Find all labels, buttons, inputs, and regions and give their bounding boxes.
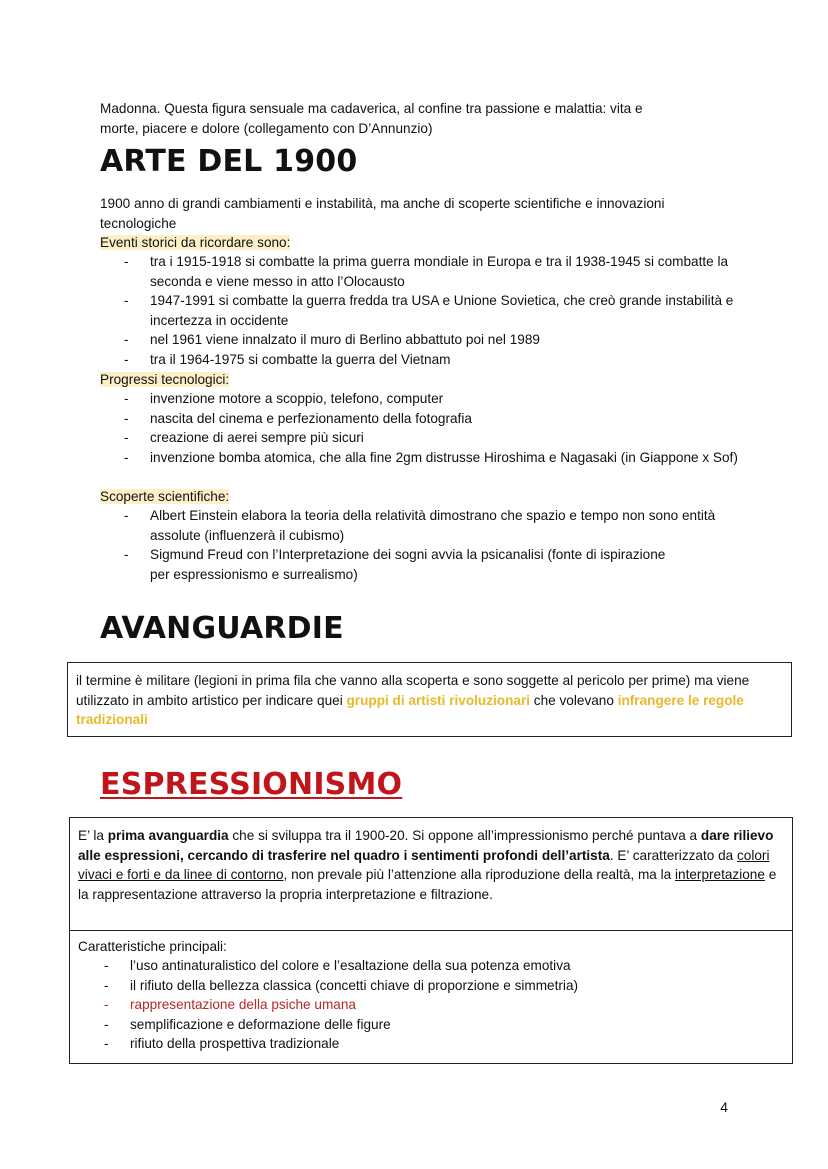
- progressi-list: [100, 389, 740, 467]
- list-item: - 1947-1991 si combatte la guerra fredda tra USA e Unione Sovietica, che creò grande instabilità e incertezza in occidente: [100, 291, 740, 330]
- heading-avanguardie: AVANGUARDIE: [100, 611, 344, 646]
- intro-line-1: Madonna. Questa figura sensuale ma cadaverica, al confine tra passione e malattia: vita e: [100, 101, 643, 116]
- underline-interpretazione: interpretazione: [675, 867, 765, 882]
- scoperte-list: [100, 506, 740, 584]
- list-item: - Albert Einstein elabora la teoria della relatività dimostrano che spazio e tempo non sono entità assolute (influenzerà il cubismo): [100, 506, 740, 545]
- definition-text-part: che volevano: [530, 692, 618, 708]
- list-item: - il rifiuto della bellezza classica (concetti chiave di proporzione e simmetria): [78, 976, 778, 996]
- definition-text-part: E’ la: [78, 828, 108, 843]
- box-divider: [70, 930, 792, 931]
- definition-text-part: , non prevale più l’attenzione alla riproduzione della realtà, ma la: [283, 867, 675, 882]
- caratteristiche-label: Caratteristiche principali:: [78, 939, 227, 954]
- underline-colori-vivaci: colori vivaci e forti e da linee di contorno: [78, 847, 770, 882]
- eventi-label: [100, 233, 290, 253]
- definition-text-part: . E’ caratterizzato da: [609, 847, 737, 863]
- avanguardie-definition-text: [76, 671, 783, 730]
- list-item: - tra il 1964-1975 si combatte la guerra del Vietnam: [100, 350, 740, 370]
- avanguardie-definition-box: [67, 662, 792, 737]
- intro-line-2: morte, piacere e dolore (collegamento con D’Annunzio): [100, 120, 433, 136]
- list-item: - nascita del cinema e perfezionamento della fotografia: [100, 409, 740, 429]
- list-item: - Sigmund Freud con l’Interpretazione dei sogni avvia la psicanalisi (fonte di ispirazione per espressionismo e surrealismo): [100, 545, 670, 584]
- espressionismo-box: [69, 817, 793, 1064]
- eventi-label-highlight: Eventi storici da ricordare sono:: [100, 235, 291, 250]
- list-item-highlighted: - rappresentazione della psiche umana: [78, 995, 778, 1015]
- espressionismo-definition: [78, 826, 784, 904]
- eventi-list: [100, 252, 740, 369]
- heading-espressionismo: ESPRESSIONISMO: [100, 767, 403, 802]
- intro-paragraph: [100, 99, 740, 138]
- highlight-infrangere-regole: infrangere le regole tradizionali: [76, 692, 744, 727]
- highlight-gruppi-rivoluzionari: gruppi di artisti rivoluzionari: [346, 692, 531, 708]
- list-item: - invenzione motore a scoppio, telefono, computer: [100, 389, 740, 409]
- page-number: 4: [720, 1099, 728, 1115]
- bold-prima-avanguardia: prima avanguardia: [107, 828, 229, 843]
- list-item: - invenzione bomba atomica, che alla fine 2gm distrusse Hiroshima e Nagasaki (in Giappone x Sof): [100, 448, 740, 468]
- definition-text-part: il termine è militare (legioni in prima fila che vanno alla scoperta e sono soggette al pericolo per prime) ma viene utilizzato in ambito artistico per indicare quei: [76, 673, 750, 708]
- list-item: - l’uso antinaturalistico del colore e l’esaltazione della sua potenza emotiva: [78, 956, 778, 976]
- list-item: - tra i 1915-1918 si combatte la prima guerra mondiale in Europa e tra il 1938-1945 si combatte la seconda e viene messo in atto l’Olocausto: [100, 252, 740, 291]
- heading-arte-1900: ARTE DEL 1900: [100, 144, 358, 179]
- caratteristiche-list: [78, 956, 778, 1054]
- list-item: - semplificazione e deformazione delle figure: [78, 1015, 778, 1035]
- progressi-label-highlight: Progressi tecnologici:: [100, 372, 230, 387]
- list-item: - rifiuto della prospettiva tradizionale: [78, 1034, 778, 1054]
- list-item: - nel 1961 viene innalzato il muro di Berlino abbattuto poi nel 1989: [100, 330, 740, 350]
- progressi-label: [100, 370, 229, 390]
- list-item: - creazione di aerei sempre più sicuri: [100, 428, 740, 448]
- arte-intro-paragraph: 1900 anno di grandi cambiamenti e instabilità, ma anche di scoperte scientifiche e innovazioni tecnologiche: [100, 196, 665, 231]
- scoperte-label-highlight: Scoperte scientifiche:: [100, 489, 230, 504]
- scoperte-label: [100, 487, 229, 507]
- bold-dare-rilievo: dare rilievo alle espressioni, cercando di trasferire nel quadro i sentimenti profondi dell’artista: [78, 828, 774, 863]
- definition-text-part: che si sviluppa tra il 1900-20. Si oppone all’impressionismo perché puntava a: [228, 828, 701, 843]
- definition-text-part: e la rappresentazione attraverso la propria interpretazione e filtrazione.: [78, 867, 777, 902]
